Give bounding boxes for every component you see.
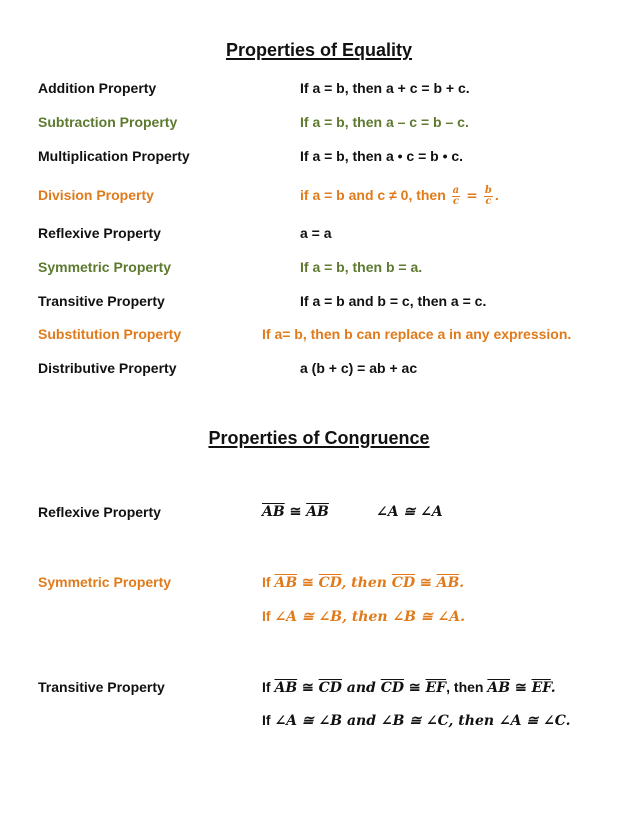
property-name: Reflexive Property xyxy=(38,225,161,241)
property-name: Substitution Property xyxy=(38,326,182,342)
segment-ab: $\overline{AB}$ xyxy=(436,575,460,591)
fraction-numerator: a xyxy=(452,184,460,196)
statement-period: . xyxy=(459,575,465,591)
fraction-b-over-c xyxy=(484,186,493,207)
and-word: and xyxy=(341,680,381,696)
property-statement xyxy=(300,184,499,207)
property-statement: If a = b, then a – c = b – c. xyxy=(300,114,469,130)
if-word: If xyxy=(262,608,275,624)
if-word: If xyxy=(262,712,275,728)
segment-cd: $\overline{CD}$ xyxy=(380,680,405,696)
segment-ab: $\overline{AB}$ xyxy=(306,504,329,520)
segment-ef: $\overline{EF}$ xyxy=(531,680,551,696)
statement-period: . xyxy=(550,680,556,696)
property-statement: a = a xyxy=(300,225,332,241)
property-name: Addition Property xyxy=(38,80,157,96)
property-name: Division Property xyxy=(38,187,154,203)
property-statement: a (b + c) = ab + ac xyxy=(300,360,418,376)
angle-expression: ∠A ≅ ∠B and ∠B ≅ ∠C, then ∠A ≅ ∠C. xyxy=(274,713,571,729)
congruent-symbol: ≅ xyxy=(297,680,319,696)
property-statement: If a = b, then a + c = b + c. xyxy=(300,80,470,96)
equality-row-substitution xyxy=(0,323,638,345)
statement-period: . xyxy=(494,187,499,203)
equality-row-addition xyxy=(0,77,638,99)
property-statement: If a= b, then b can replace a in any expression. xyxy=(262,326,572,342)
congruence-row-transitive xyxy=(0,676,638,698)
segment-ab: $\overline{AB}$ xyxy=(274,575,298,591)
segment-ef: $\overline{EF}$ xyxy=(425,680,447,696)
congruent-symbol: ≅ xyxy=(289,504,302,520)
segment-statement xyxy=(262,571,464,594)
then-word: , then xyxy=(446,679,488,695)
segment-cd: $\overline{CD}$ xyxy=(318,575,342,591)
congruence-title: Properties of Congruence xyxy=(208,428,430,448)
if-word: If xyxy=(262,679,275,695)
congruence-row-reflexive xyxy=(0,501,638,523)
equality-row-transitive xyxy=(0,290,638,312)
property-name: Symmetric Property xyxy=(38,574,172,590)
equality-row-division xyxy=(0,184,638,206)
congruent-symbol: ≅ xyxy=(404,680,426,696)
property-name: Transitive Property xyxy=(38,679,165,695)
division-statement-text: if a = b and c ≠ 0, then xyxy=(300,187,450,203)
segment-ab: $\overline{AB}$ xyxy=(262,504,285,520)
equality-row-reflexive xyxy=(0,222,638,244)
equality-row-subtraction xyxy=(0,111,638,133)
fraction-numerator: b xyxy=(484,184,492,196)
congruent-symbol: ≅ xyxy=(415,575,437,591)
congruence-row-symmetric xyxy=(0,571,638,593)
equality-row-distributive xyxy=(0,357,638,379)
property-name: Reflexive Property xyxy=(38,504,161,520)
equality-row-multiplication xyxy=(0,145,638,167)
angle-statement xyxy=(262,605,465,628)
segment-ab: $\overline{AB}$ xyxy=(487,680,511,696)
equality-title: Properties of Equality xyxy=(225,40,413,60)
property-statement: If a = b, then a • c = b • c. xyxy=(300,148,464,164)
segment-statement xyxy=(262,676,556,699)
congruence-row-transitive-angles xyxy=(0,709,638,731)
congruence-row-symmetric-angles xyxy=(0,605,638,627)
angle-statement xyxy=(262,709,570,732)
segment-cd: $\overline{CD}$ xyxy=(318,680,342,696)
property-statement: If a = b and b = c, then a = c. xyxy=(300,293,487,309)
angle-expression: ∠A ≅ ∠B, then ∠B ≅ ∠A. xyxy=(274,609,465,625)
fraction-a-over-c xyxy=(452,186,460,207)
then-word: , then xyxy=(341,575,392,591)
property-name: Distributive Property xyxy=(38,360,177,376)
equality-row-symmetric xyxy=(0,256,638,278)
fraction-denominator: c xyxy=(452,195,459,207)
equals-sign: = xyxy=(466,188,478,204)
property-name: Symmetric Property xyxy=(38,259,172,275)
property-name: Subtraction Property xyxy=(38,114,178,130)
property-name: Transitive Property xyxy=(38,293,165,309)
if-word: If xyxy=(262,574,275,590)
fraction-denominator: c xyxy=(485,195,492,207)
segment-statement xyxy=(262,501,329,523)
property-name: Multiplication Property xyxy=(38,148,190,164)
segment-cd: $\overline{CD}$ xyxy=(391,575,416,591)
segment-ab: $\overline{AB}$ xyxy=(274,680,298,696)
congruent-symbol: ≅ xyxy=(297,575,319,591)
congruent-symbol: ≅ xyxy=(510,680,532,696)
property-statement: If a = b, then b = a. xyxy=(300,259,423,275)
angle-statement: ∠A ≅ ∠A xyxy=(376,504,443,520)
